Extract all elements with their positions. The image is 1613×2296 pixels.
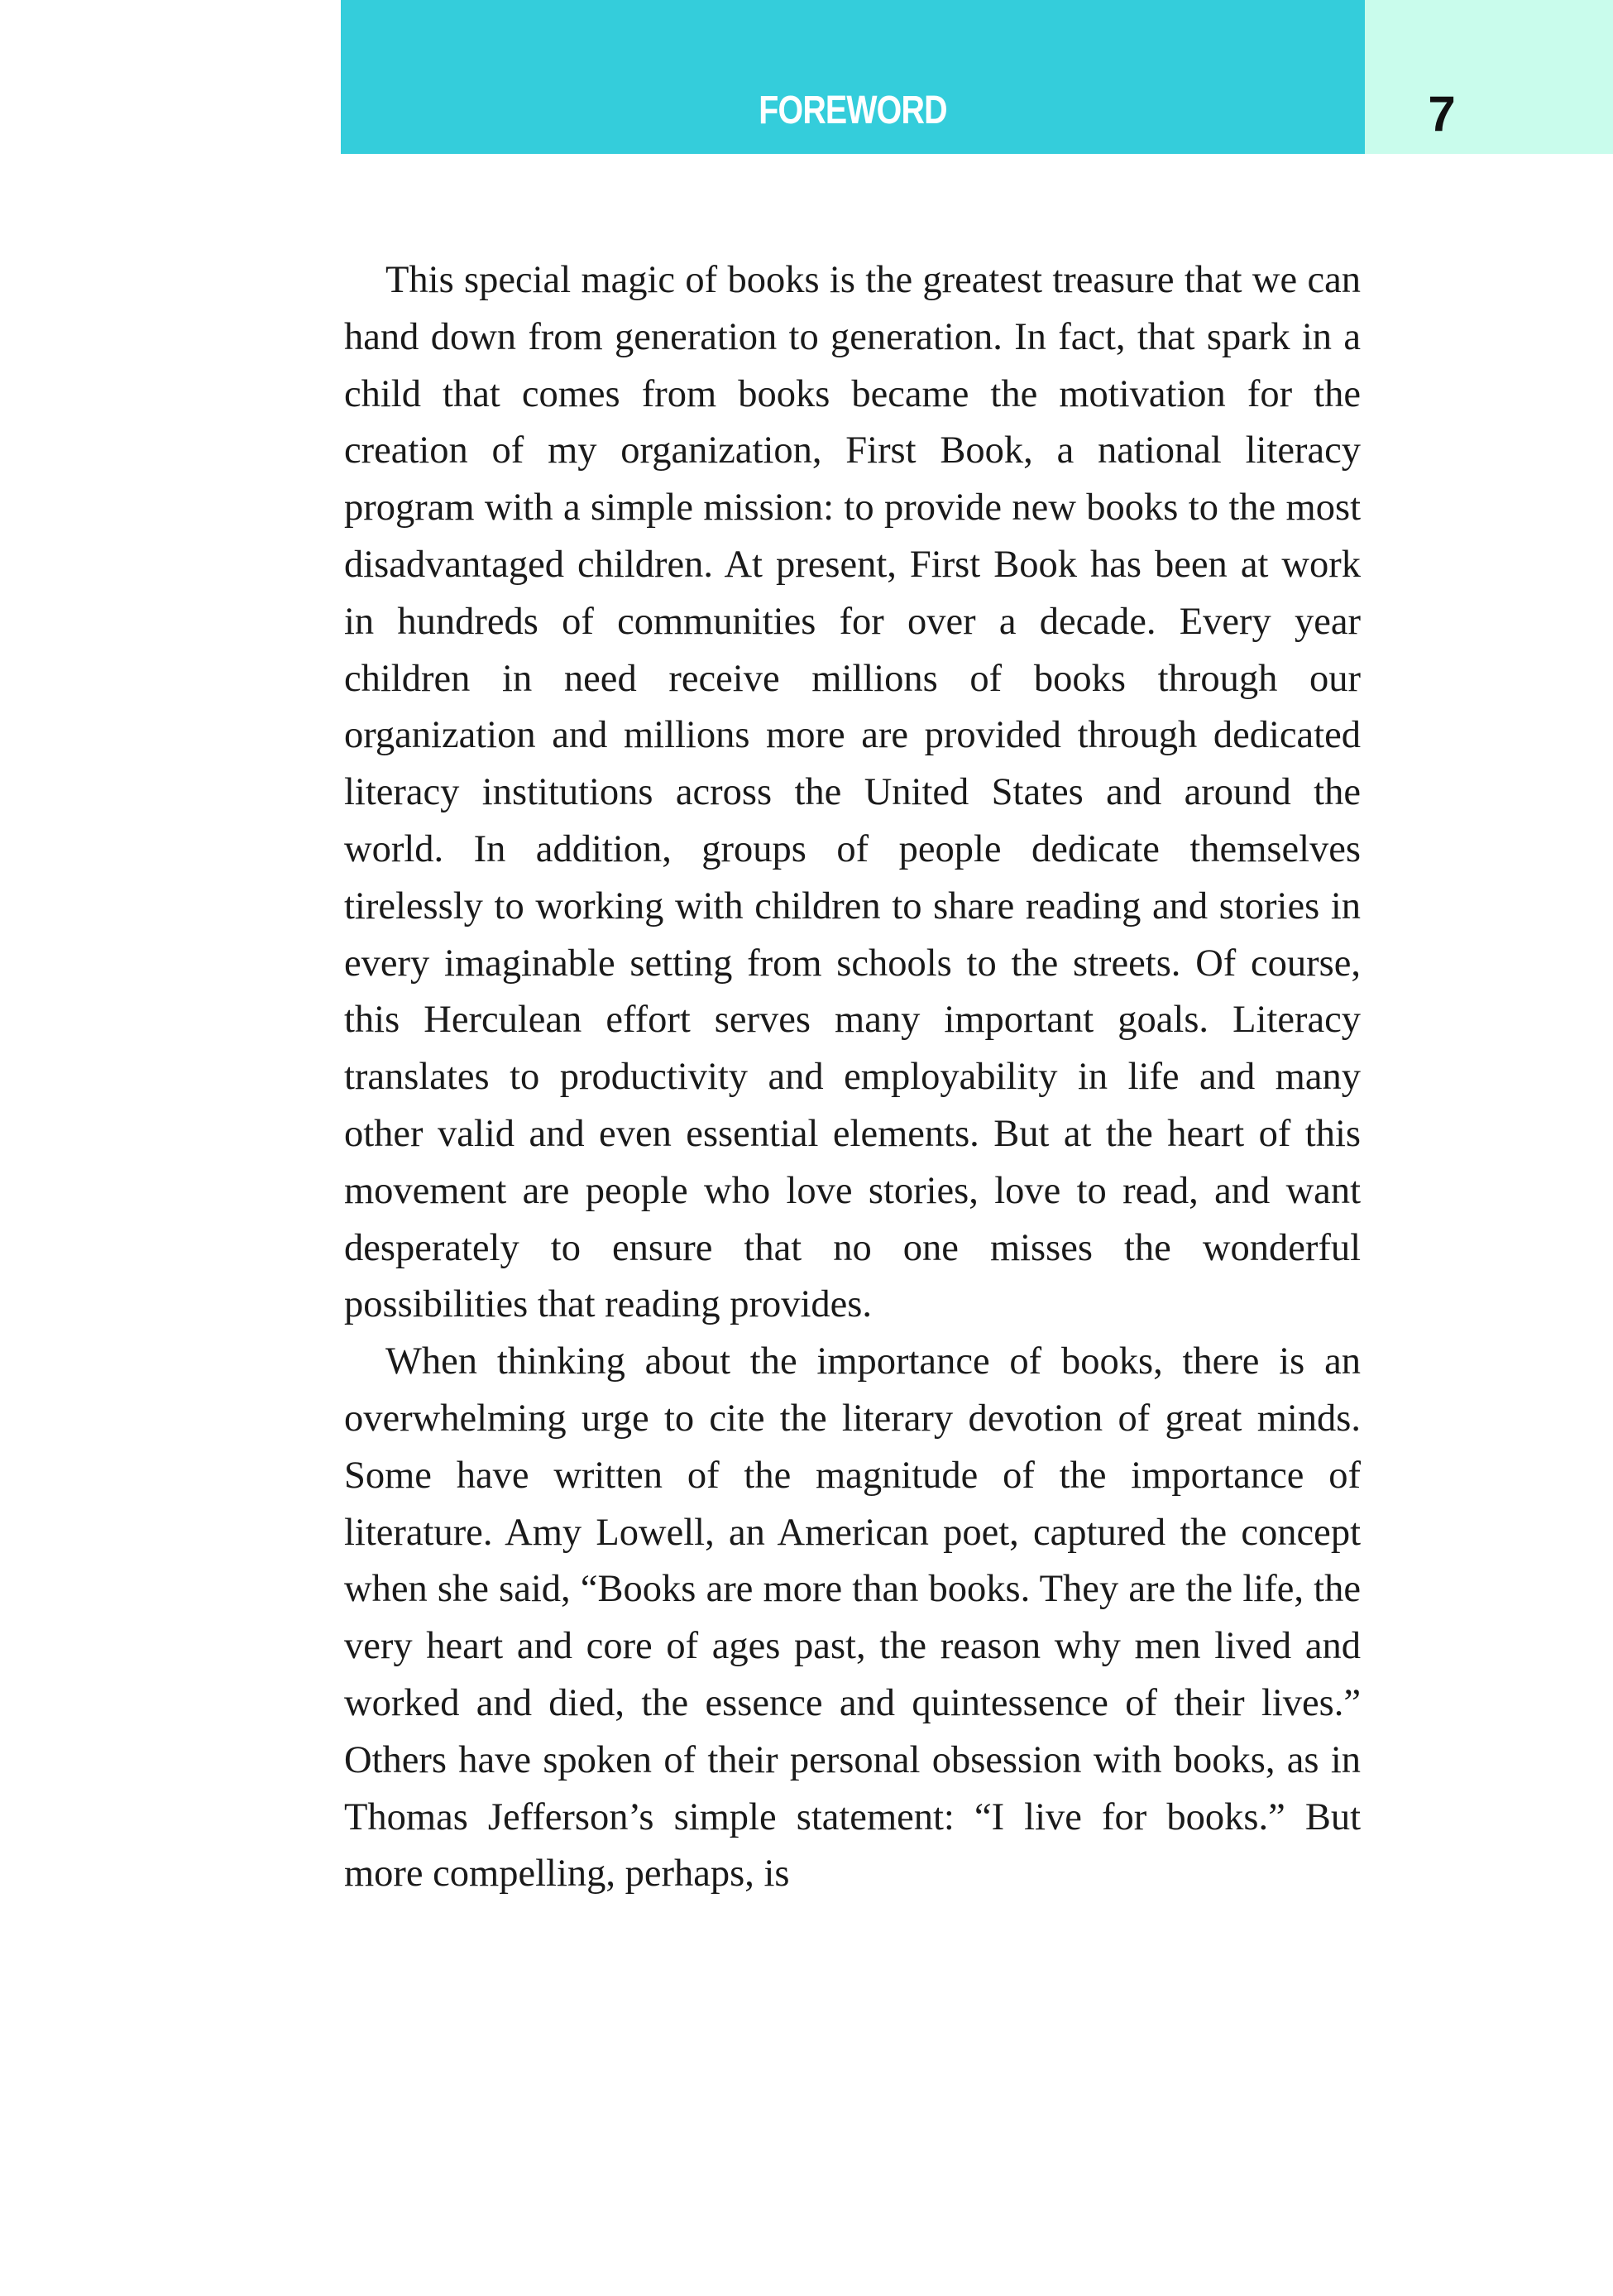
paragraph: When thinking about the importance of books, there is an overwhelming urge to cite the literary devotion of great minds. Some have written of the magnitude of the importance of literature. Amy Lowell, an American poet, captured the concept when she said, “Books are more than books. They are the life, the very heart and core of ages past, the reason why men lived and worked and died, the essence and quintessence of their lives.” Others have spoken of their personal obsession with books, as in Thomas Jefferson’s simple statement: “I live for books.” But more compelling, perhaps, is [344,1340,1361,1896]
page-number-tab [1365,0,1613,154]
page-number: 7 [1428,86,1456,141]
section-title: FOREWORD [759,89,947,132]
body-text [344,252,1361,1903]
paragraph: This special magic of books is the greatest treasure that we can hand down from generation to generation. In fact, that spark in a child that comes from books became the motivation for the creation of my organization, First Book, a national literacy program with a simple mission: to provide new books to the most disadvantaged children. At present, First Book has been at work in hundreds of communities for over a decade. Every year children in need receive millions of books through our organization and millions more are provided through dedicated literacy institutions across the United States and around the world. In addition, groups of people dedicate themselves tirelessly to working with children to share reading and stories in every imaginable setting from schools to the streets. Of course, this Herculean effort serves many important goals. Literacy translates to productivity and employability in life and many other valid and even essential elements. But at the heart of this movement are people who love stories, love to read, and want desperately to ensure that no one misses the wonderful possibilities that reading provides. [344,259,1361,1326]
running-header [341,0,1365,154]
